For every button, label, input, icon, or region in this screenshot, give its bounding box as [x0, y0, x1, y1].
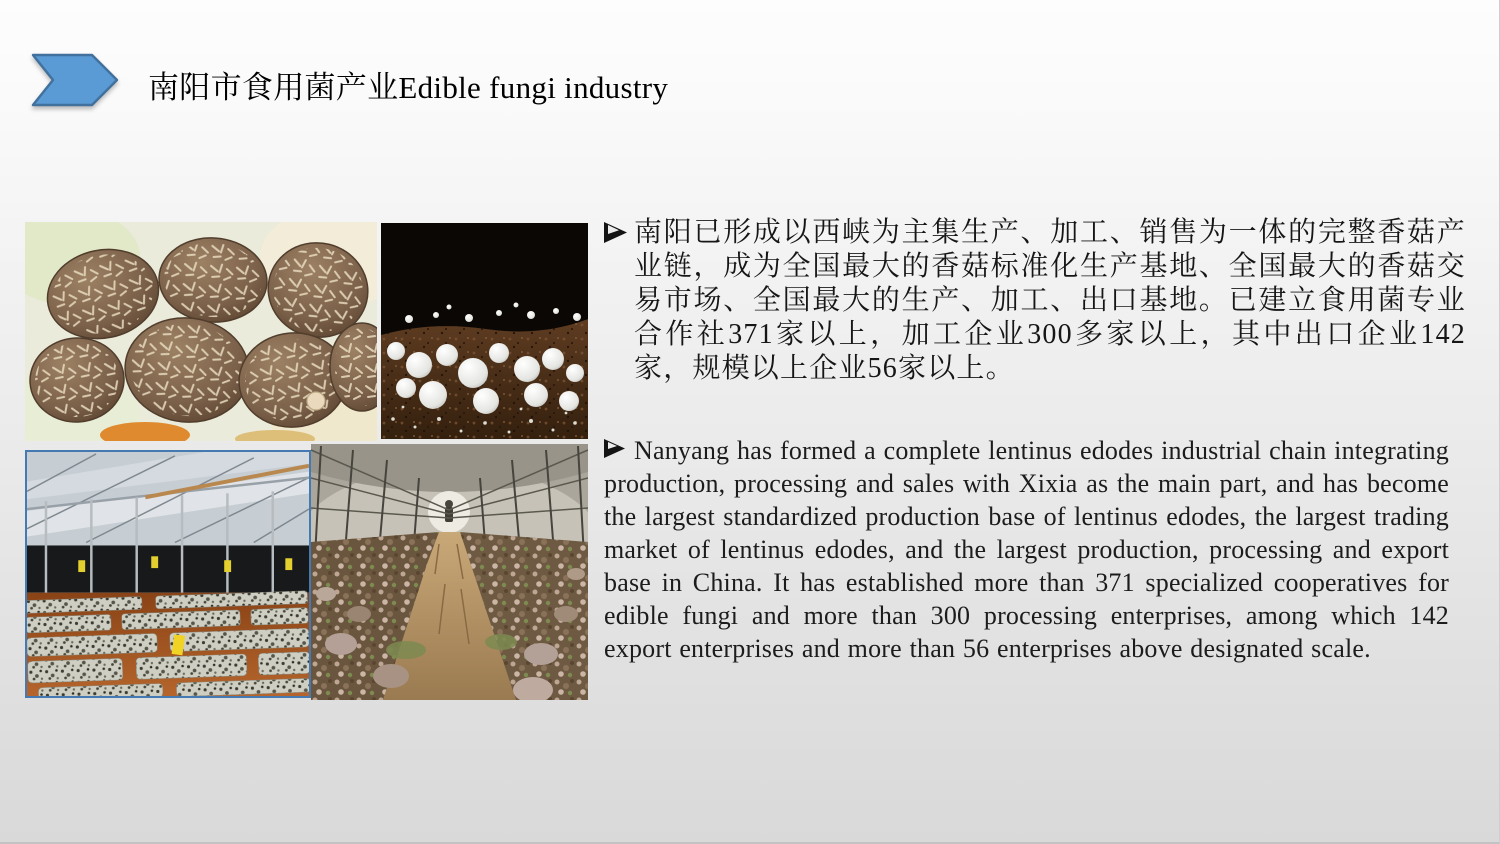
photo-greenhouse-corridor [311, 444, 588, 700]
chevron-arrow-shape [30, 52, 120, 108]
photo-greenhouse-bag-rows [25, 450, 311, 698]
greenhouse-rows-photo-art [27, 452, 309, 696]
photo-button-mushrooms [381, 223, 588, 439]
chinese-paragraph [604, 216, 1466, 386]
shiitake-photo-art [25, 222, 377, 441]
button-mushrooms-photo-art [381, 223, 588, 439]
chevron-arrow-polygon [33, 55, 117, 105]
english-paragraph-text: Nanyang has formed a complete lentinus edodes industrial chain integrating production, processing and sales with Xixia as the main part, and has become the largest standardized production base of lentinus edodes, the largest trading market of lentinus edodes, and the largest production, processing and export base in China. It has established more than 371 specialized cooperatives for edible fungi and more than 300 processing enterprises, among which 142 export enterprises and more than 56 enterprises above designated scale. [604, 436, 1449, 663]
english-paragraph [604, 434, 1449, 665]
arrowhead-bullet-icon [604, 439, 625, 458]
photo-shiitake-mushrooms [25, 222, 377, 441]
greenhouse-corridor-photo-art [311, 444, 588, 700]
arrowhead-bullet-icon [604, 222, 627, 243]
page-title: 南阳市食用菌产业Edible fungi industry [148, 70, 669, 105]
chinese-paragraph-text: 南阳已形成以西峡为主集生产、加工、销售为一体的完整香菇产业链，成为全国最大的香菇标准化生产基地、全国最大的香菇交易市场、全国最大的生产、加工、出口基地。已建立食用菌专业合作社371家以上，加工企业300多家以上，其中出口企业142家，规模以上企业56家以上。 [634, 217, 1466, 384]
